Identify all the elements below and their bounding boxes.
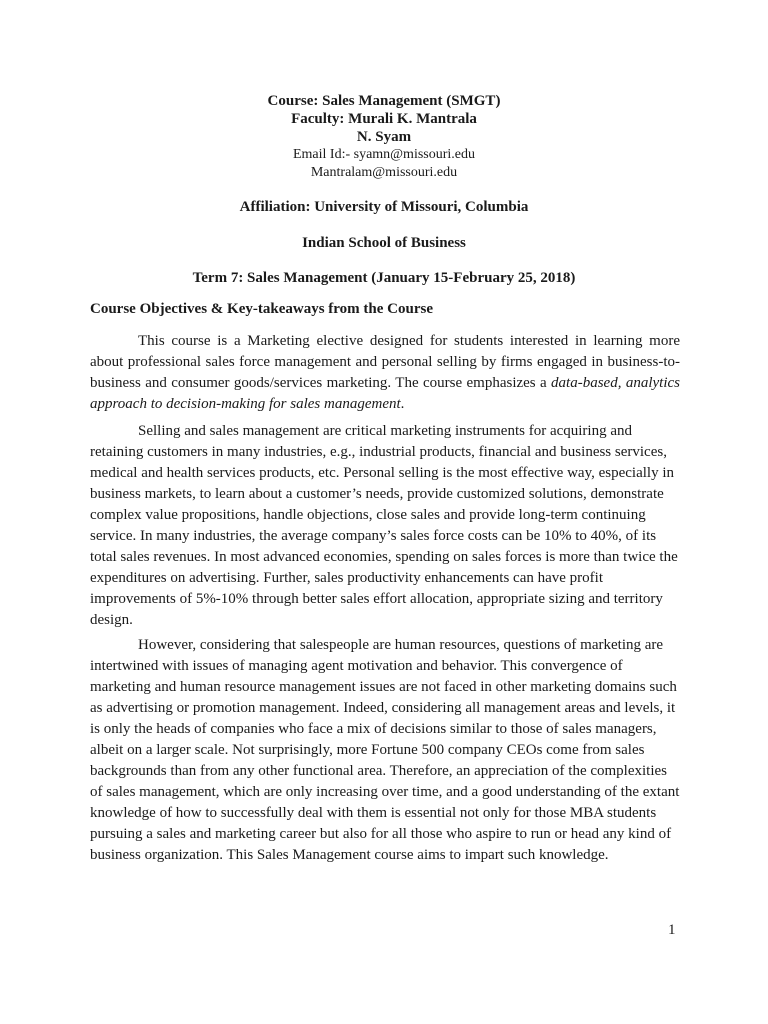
school-line: Indian School of Business (302, 235, 466, 251)
paragraph-1-text: This course is a Marketing elective designed for students interested in learning more about professional sales force management and personal selling by firms engaged in business-to-business and consumer goods/services marketing. The course emphasizes a (90, 333, 680, 391)
paragraph-3 (90, 635, 680, 866)
page-number: 1 (668, 922, 676, 938)
course-header (0, 92, 768, 182)
paragraph-1 (90, 331, 680, 415)
paragraph-1-end: . (400, 396, 405, 412)
faculty-line-2: N. Syam (356, 129, 412, 145)
paragraph-1-italic: data-based, analytics approach to decision-making for sales management (90, 375, 680, 412)
course-title: Course: Sales Management (SMGT) (267, 93, 501, 109)
paragraph-2 (90, 421, 680, 631)
paragraph-3-text: However, considering that salespeople are human resources, questions of marketing are intertwined with issues of managing agent motivation and behavior. This convergence of marketing and human resource management issues are not faced in other marketing domains such as advertising or promotion management. Indeed, considering all management areas and levels, it is only the heads of companies who face a mix of decisions similar to those of sales managers, albeit on a larger scale. Not surprisingly, more Fortune 500 company CEOs come from sales backgrounds than from any other functional area. Therefore, an appreciation of the complexities of sales management, which are only increasing over time, and a good understanding of the extant knowledge of how to successfully deal with them is essential not only for those MBA students pursuing a sales and marketing career but also for all those who aspire to run or head any kind of business organization. This Sales Management course aims to impart such knowledge. (90, 637, 680, 863)
section-heading: Course Objectives & Key-takeaways from the Course (90, 301, 433, 317)
email-line-2: Mantralam@missouri.edu (310, 165, 458, 180)
term-line: Term 7: Sales Management (January 15-February 25, 2018) (192, 270, 576, 286)
email-line-1: Email Id:- syamn@missouri.edu (292, 147, 476, 162)
faculty-line: Faculty: Murali K. Mantrala (291, 111, 477, 127)
affiliation-line: Affiliation: University of Missouri, Columbia (239, 199, 529, 215)
paragraph-2-text: Selling and sales management are critical marketing instruments for acquiring and retaining customers in many industries, e.g., industrial products, financial and business services, medical and health services products, etc. Personal selling is the most effective way, especially in business markets, to learn about a customer’s needs, provide customized solutions, demonstrate complex value propositions, handle objections, close sales and provide long-term continuing service. In many industries, the average company’s sales force costs can be 10% to 40%, of its total sales revenues. In most advanced economies, spending on sales forces is more than twice the expenditures on advertising. Further, sales productivity enhancements can have profit improvements of 5%-10% through better sales effort allocation, appropriate sizing and territory design. (90, 423, 678, 628)
